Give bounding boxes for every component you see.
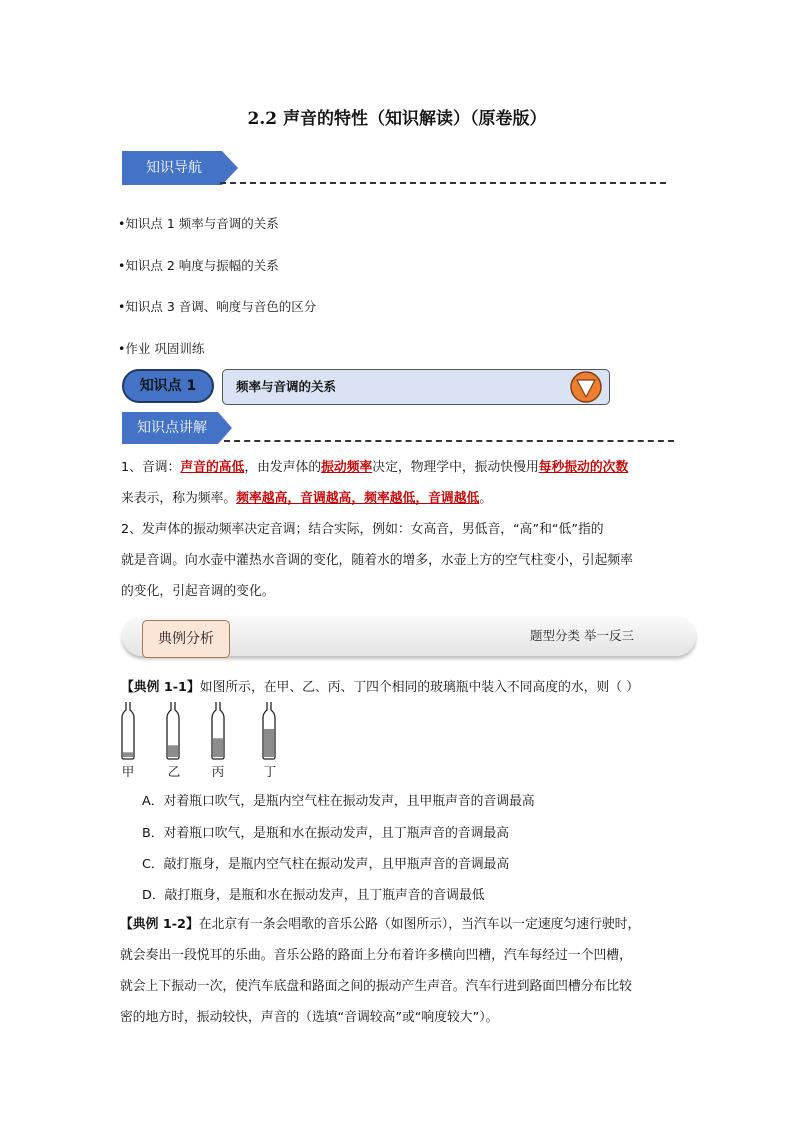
bottle-label-yi: 乙 — [167, 764, 181, 779]
bottle-water-bing — [213, 738, 223, 757]
question-1-2 — [120, 909, 680, 1033]
nav-item-homework: •作业 巩固训练 — [118, 341, 205, 356]
option-c: C．敲打瓶身，是瓶内空气柱在振动发声，且甲瓶声音的音调最高 — [142, 857, 510, 872]
nav-item-2: •知识点 2 响度与振幅的关系 — [118, 258, 279, 273]
text-line: 的变化，引起音调的变化。 — [121, 584, 275, 599]
text-line: 密的地方时，振动较快，声音的（选填“音调较高”或“响度较大”）。 — [120, 1010, 499, 1025]
question-1-1 — [121, 676, 639, 695]
question-text: 如图所示，在甲、乙、丙、丁四个相同的玻璃瓶中装入不同高度的水，则（ ） — [199, 680, 639, 695]
explain-divider — [224, 440, 674, 442]
bottle-water-jia — [123, 752, 133, 757]
text-line: 就是音调。向水壶中灌热水音调的变化，随着水的增多，水壶上方的空气柱变小，引起频率 — [121, 553, 633, 568]
text: ，由发声体的 — [244, 460, 322, 475]
text: 在北京有一条会唱歌的音乐公路（如图所示），当汽车以一定速度匀速行驶时， — [198, 917, 641, 932]
text: 决定，物理学中，振动快慢用 — [372, 460, 539, 475]
option-d: D．敲打瓶身，是瓶和水在振动发声，且丁瓶声音的音调最低 — [142, 888, 485, 903]
nav-divider — [220, 182, 666, 184]
page-title: 2.2 声音的特性（知识解读）（原卷版） — [247, 109, 547, 129]
nav-item-3: •知识点 3 音调、响度与音色的区分 — [118, 299, 317, 314]
knowledge-point-badge: 知识点 1 — [122, 369, 214, 403]
paragraph-examples — [121, 514, 676, 607]
explain-banner-label: 知识点讲解 — [137, 420, 207, 436]
example-badge: 典例分析 — [142, 620, 230, 658]
example-banner-subtitle: 题型分类 举一反三 — [530, 628, 634, 643]
bottle-water-ding — [264, 729, 274, 757]
emphasis-text: 每秒振动的次数 — [538, 460, 629, 475]
text-line: 2、发声体的振动频率决定音调；结合实际，例如：女高音，男低音，“高”和“低”指的 — [121, 522, 604, 537]
knowledge-point-title: 频率与音调的关系 — [236, 379, 337, 394]
bottle-water-yi — [168, 745, 178, 757]
emphasis-text: 声音的高低 — [180, 460, 245, 475]
nav-banner-label: 知识导航 — [146, 160, 202, 176]
text-line: 就会奏出一段悦耳的乐曲。音乐公路的路面上分布着许多横向凹槽，汽车每经过一个凹槽， — [120, 948, 632, 963]
bottle-label-ding: 丁 — [263, 764, 277, 779]
text: 来表示，称为频率。 — [121, 491, 237, 506]
nav-item-1: •知识点 1 频率与音调的关系 — [118, 216, 279, 231]
emphasis-text: 振动频率 — [321, 460, 373, 475]
text: 。 — [479, 491, 493, 506]
question-tag: 【典例 1-2】 — [120, 917, 199, 932]
bottles-figure — [112, 700, 292, 762]
text: 1、音调： — [121, 460, 181, 475]
triangle-down-icon — [570, 371, 602, 403]
paragraph-pitch — [121, 452, 676, 514]
bottle-label-jia: 甲 — [121, 764, 135, 779]
bottle-label-bing: 丙 — [211, 764, 225, 779]
option-b: B．对着瓶口吹气，是瓶和水在振动发声，且丁瓶声音的音调最高 — [142, 826, 510, 841]
text-line: 就会上下振动一次，使汽车底盘和路面之间的振动产生声音。汽车行进到路面凹槽分布比较 — [120, 979, 632, 994]
emphasis-text: 频率越高，音调越高，频率越低，音调越低 — [236, 491, 480, 506]
bottle-jia — [122, 702, 134, 759]
option-a: A．对着瓶口吹气，是瓶内空气柱在振动发声，且甲瓶声音的音调最高 — [142, 794, 535, 809]
question-tag: 【典例 1-1】 — [121, 680, 200, 695]
text-line — [120, 909, 680, 940]
